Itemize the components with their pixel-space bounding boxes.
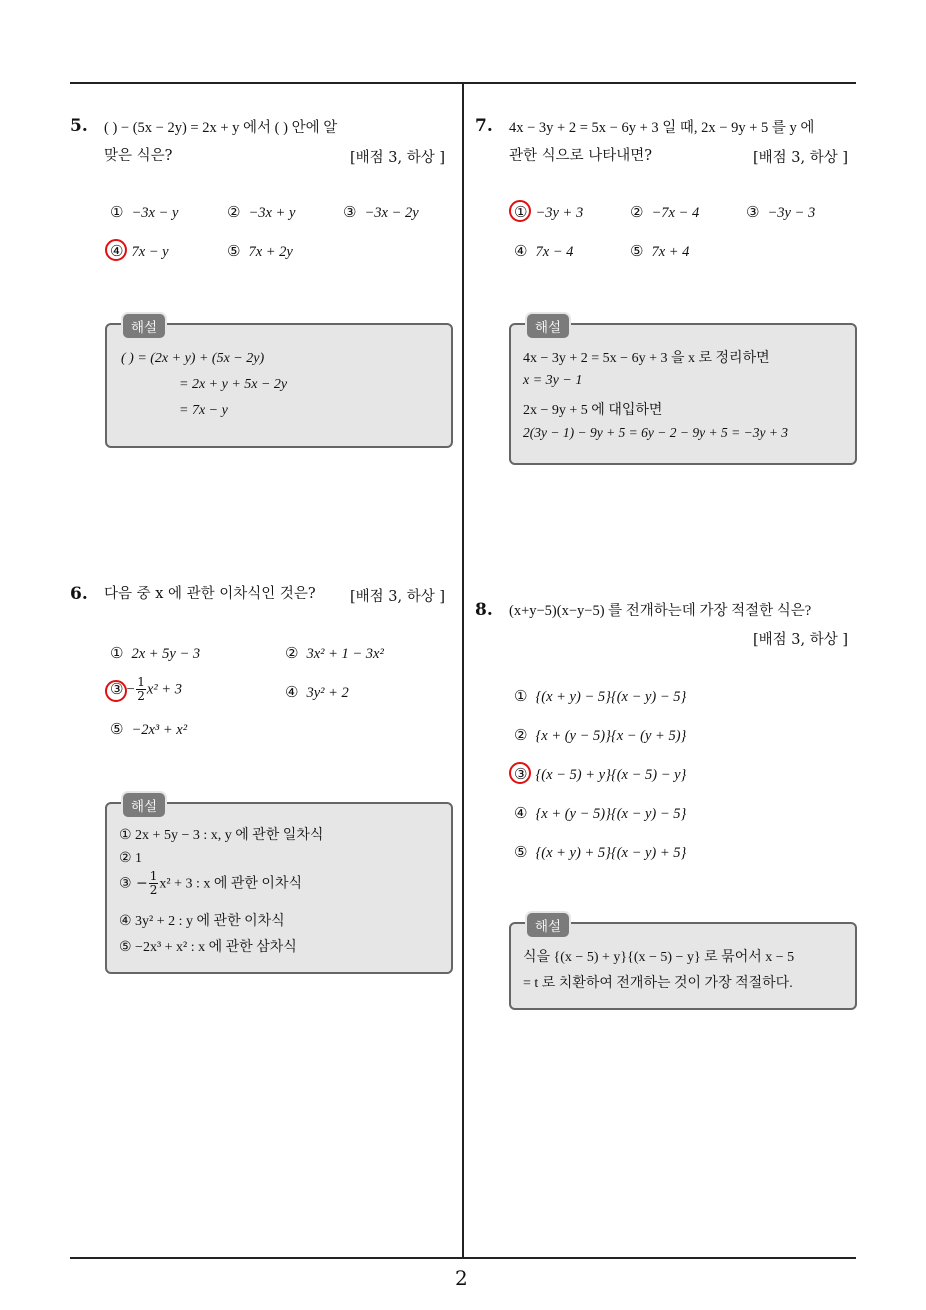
q8-choice-4[interactable] bbox=[514, 804, 686, 823]
q6-number: 6. bbox=[70, 584, 88, 604]
choice-number: ④ bbox=[110, 242, 124, 260]
choice-expression: {x + (y − 5)}{x − (y + 5)} bbox=[535, 728, 687, 744]
solution-line: 식을 {(x − 5) + y}{(x − 5) − y} 로 묶어서 x − 5 bbox=[523, 950, 795, 965]
q6-rating: [배점 3, 하상 ] bbox=[350, 589, 446, 605]
choice-number: ① bbox=[110, 644, 124, 662]
choice-number: ⑤ bbox=[227, 242, 241, 260]
q5-solution-box bbox=[105, 320, 453, 448]
q8-choice-5[interactable] bbox=[514, 843, 686, 862]
choice-expression: 7x + 2y bbox=[248, 244, 293, 260]
solution-line: x = 3y − 1 bbox=[523, 373, 583, 388]
choice-number: ① bbox=[514, 687, 528, 705]
solution-line: 4x − 3y + 2 = 5x − 6y + 3 을 x 로 정리하면 bbox=[523, 351, 770, 366]
q6-solution-box bbox=[105, 799, 453, 974]
choice-expression: 3y² + 2 bbox=[306, 685, 349, 701]
choice-expression: −3x + y bbox=[248, 205, 296, 221]
choice-number: ③ bbox=[110, 679, 124, 698]
column-divider bbox=[462, 82, 464, 1258]
answer-mark-circle bbox=[105, 239, 127, 261]
choice-expression: 3x² + 1 − 3x² bbox=[306, 646, 384, 662]
choice-expression: {(x + y) + 5}{(x − y) + 5} bbox=[535, 845, 687, 861]
q8-choice-2[interactable] bbox=[514, 726, 686, 745]
choice-expression: {(x + y) − 5}{(x − y) − 5} bbox=[535, 689, 687, 705]
q5-text-line2: 맞은 식은? bbox=[104, 148, 173, 164]
q8-choice-1[interactable] bbox=[514, 687, 686, 706]
choice-expression: −2x³ + x² bbox=[131, 722, 188, 738]
q8-text-line1: (x+y−5)(x−y−5) 를 전개하는데 가장 적절한 식은? bbox=[509, 603, 812, 619]
choice-expression: −3x − 2y bbox=[364, 205, 419, 221]
fraction-denominator: 2 bbox=[137, 689, 145, 703]
choice-number: ④ bbox=[514, 242, 528, 260]
solution-line: 2x − 9y + 5 에 대입하면 bbox=[523, 403, 663, 418]
q6-choice-4[interactable] bbox=[285, 683, 349, 702]
choice-number: ③ bbox=[514, 765, 528, 783]
choice-number: ④ bbox=[514, 804, 528, 822]
solution-line: ⑤ −2x³ + x² : x 에 관한 삼차식 bbox=[119, 940, 297, 955]
solution-tag: 해설 bbox=[525, 312, 571, 340]
choice-number: ⑤ bbox=[514, 843, 528, 861]
solution-line: = t 로 치환하여 전개하는 것이 가장 적절하다. bbox=[523, 976, 793, 991]
choice-number: ② bbox=[630, 203, 644, 221]
fraction-numerator: 1 bbox=[149, 869, 158, 883]
q7-text-line1: 4x − 3y + 2 = 5x − 6y + 3 일 때, 2x − 9y + 5 를 y 에 bbox=[509, 120, 815, 136]
choice-expression: 7x − 4 bbox=[535, 244, 574, 260]
answer-mark-circle bbox=[509, 200, 531, 222]
q6-text: 다음 중 x 에 관한 이차식인 것은? bbox=[104, 586, 316, 602]
choice-expression: {(x − 5) + y}{(x − 5) − y} bbox=[535, 767, 687, 783]
q7-number: 7. bbox=[475, 116, 493, 136]
choice-number: ① bbox=[514, 203, 528, 221]
solution-tag: 해설 bbox=[525, 911, 571, 939]
q7-choice-3[interactable] bbox=[746, 203, 815, 222]
q5-number: 5. bbox=[70, 116, 88, 136]
choice-number: ② bbox=[285, 644, 299, 662]
q5-choice-1[interactable] bbox=[110, 203, 178, 222]
q5-rating: [배점 3, 하상 ] bbox=[350, 150, 446, 166]
fraction bbox=[149, 870, 159, 897]
q7-rating: [배점 3, 하상 ] bbox=[753, 150, 849, 166]
fraction-numerator: 1 bbox=[137, 675, 145, 689]
choice-number: ② bbox=[227, 203, 241, 221]
page-number: 2 bbox=[455, 1266, 468, 1290]
q6-choice-2[interactable] bbox=[285, 644, 384, 663]
choice-number: ⑤ bbox=[110, 720, 124, 738]
choice-number: ② bbox=[514, 726, 528, 744]
solution-line bbox=[119, 870, 302, 897]
choice-expression: −3y + 3 bbox=[535, 205, 584, 221]
minus-sign: − bbox=[125, 681, 136, 698]
choice-expression: −7x − 4 bbox=[651, 205, 700, 221]
solution-line: ② 1 bbox=[119, 851, 143, 866]
solution-line: = 7x − y bbox=[179, 403, 228, 418]
choice-expression: {x + (y − 5)}{(x − y) − 5} bbox=[535, 806, 687, 822]
choice-expression: x² + 3 bbox=[146, 681, 182, 698]
q8-rating: [배점 3, 하상 ] bbox=[753, 632, 849, 648]
solution-expression: x² + 3 : x 에 관한 이차식 bbox=[159, 876, 303, 892]
fraction-denominator: 2 bbox=[149, 883, 158, 897]
choice-expression: 7x − y bbox=[131, 244, 169, 260]
choice-expression: 7x + 4 bbox=[651, 244, 690, 260]
solution-tag: 해설 bbox=[121, 791, 167, 819]
choice-expression: −3y − 3 bbox=[767, 205, 816, 221]
q5-choice-5[interactable] bbox=[227, 242, 293, 261]
solution-prefix: ③ − bbox=[119, 875, 148, 892]
solution-line: ① 2x + 5y − 3 : x, y 에 관한 일차식 bbox=[119, 828, 324, 843]
q5-choice-3[interactable] bbox=[343, 203, 419, 222]
q6-choice-1[interactable] bbox=[110, 644, 200, 663]
q5-text-line1: ( ) − (5x − 2y) = 2x + y 에서 ( ) 안에 알 bbox=[104, 120, 338, 136]
choice-number: ① bbox=[110, 203, 124, 221]
solution-tag: 해설 bbox=[121, 312, 167, 340]
choice-expression: −3x − y bbox=[131, 205, 179, 221]
q8-choice-3[interactable] bbox=[514, 765, 686, 784]
q7-choice-4[interactable] bbox=[514, 242, 573, 261]
choice-number: ③ bbox=[746, 203, 760, 221]
solution-line: 2(3y − 1) − 9y + 5 = 6y − 2 − 9y + 5 = −3y + 3 bbox=[523, 425, 789, 440]
bottom-rule bbox=[70, 1257, 856, 1259]
q8-solution-box bbox=[509, 919, 857, 1010]
q6-choice-5[interactable] bbox=[110, 720, 187, 739]
solution-line: ④ 3y² + 2 : y 에 관한 이차식 bbox=[119, 914, 285, 929]
q5-choice-2[interactable] bbox=[227, 203, 295, 222]
q7-choice-2[interactable] bbox=[630, 203, 699, 222]
solution-line: ( ) = (2x + y) + (5x − 2y) bbox=[121, 351, 265, 366]
choice-expression: 2x + 5y − 3 bbox=[131, 646, 201, 662]
q7-text-line2: 관한 식으로 나타내면? bbox=[509, 148, 653, 164]
solution-line: = 2x + y + 5x − 2y bbox=[179, 377, 288, 392]
choice-number: ⑤ bbox=[630, 242, 644, 260]
answer-mark-circle bbox=[105, 680, 127, 702]
fraction bbox=[136, 676, 146, 703]
q7-choice-5[interactable] bbox=[630, 242, 689, 261]
choice-number: ③ bbox=[343, 203, 357, 221]
answer-mark-circle bbox=[509, 762, 531, 784]
q7-solution-box bbox=[509, 320, 857, 465]
q8-number: 8. bbox=[475, 600, 493, 620]
choice-number: ④ bbox=[285, 683, 299, 701]
